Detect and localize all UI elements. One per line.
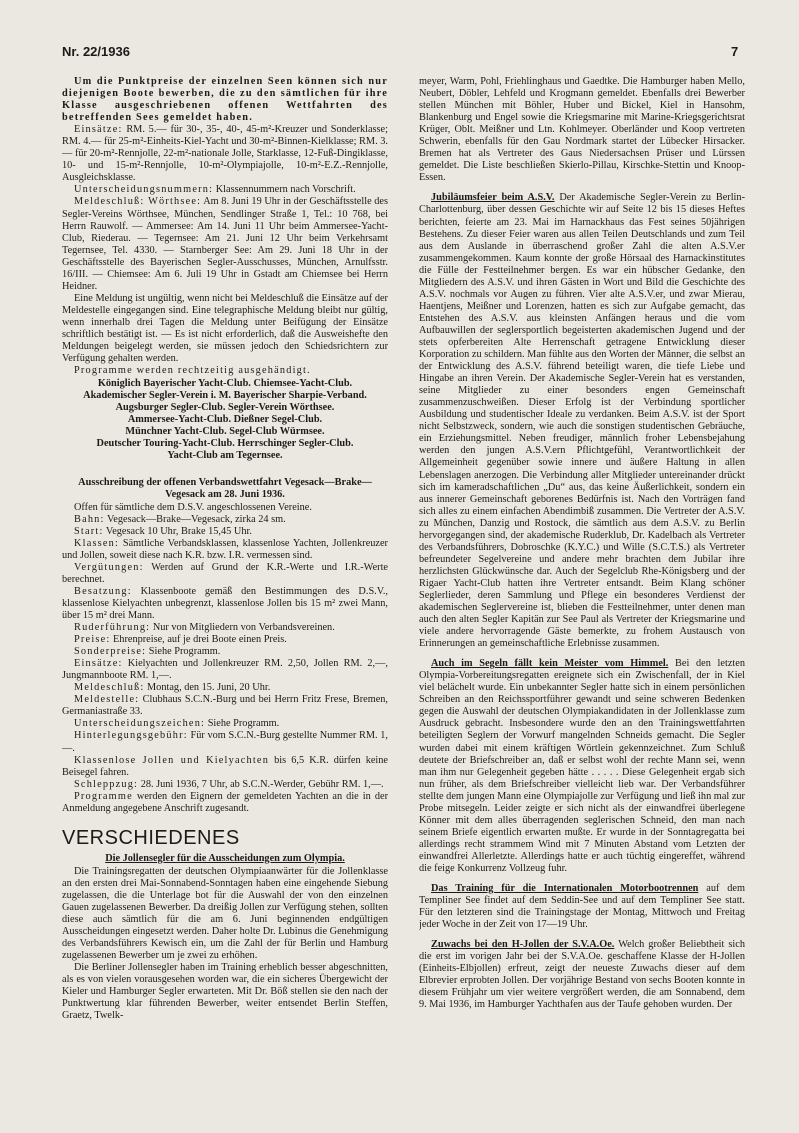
klassenlose-line: Klassenlose Jollen und Kielyachten bis 6,5 K.R. dürfen keine Beisegel fahren. xyxy=(62,754,388,778)
ruder-line: Ruderführung: Nur von Mitgliedern von Verbandsvereinen. xyxy=(74,622,335,634)
asv-article: Jubiläumsfeier beim A.S.V. Der Akademische Segler-Verein zu Berlin-Charlottenburg, über dessen Geschichte wir auf Seite 12 bis 15 dieses Heftes berichten, feierte am 23. Mai im Harnackhaus das Fest seines 50jährigen Bestehens. Zu dieser Feier waren aus allen Teilen Deutschlands und zum Teil aus dem Auslande in überraschend großer Zahl die alten A.S.V.er zusammengekommen. Kaum konnte der große Hörsaal des Harnackinstitutes die Fülle der Festteilnehmer bergen. Es war ein hübscher Gedanke, den Mitgliedern des A.S.V. und ihren Gästen in Wort und Bild die Geschichte des A.S.V. nochmals vor Augen zu führen. Vier alte A.S.V.er, und zwar Mierau, Haentjens, Meißner und Lorenzen, hatten es sich zur Aufgabe gemacht, das Entstehen des A.S.V. aus kleinsten Anfängen heraus und die vom Aufbauwillen der seglersportlich begeisterten akademischen Jugend und der stets opferbereiten Alte Herrenschaft getragene Entwicklung dieser Korporation zu schildern. Man fühlte aus den Worten der Männer, die selbst an der Entwicklung des A.S.V. führend beteiligt waren, die tiefe Liebe und Hingabe an ihren Verein. Der Akademische Segler-Verein hat es verstanden, seine Mitglieder zu einer besonders engen Gemeinschaft zusammenzuschweißen. Dieser Erfolg ist der Verbindung sportlicher Ausbildung und studentischer Ideale zu verdanken. Beim A.S.V. ist der Sport nicht Selbstzweck, sondern, wie auch die sonstigen studentischen Gebräuche, ein Erziehungsmittel. Neben freudiger, männlich froher Lebensbejahung werden den jungen A.S.V.ern Pflichtgefühl, Verantwortlichkeit der Allgemeinheit gegenüber sowie innere und äußere Haltung in allen Lebenslagen anerzogen. Die Verbindung aller Mitglieder untereinander drückt sich im kameradschaftlichen „Du“ aus, das keine Äußerlichkeit, sondern ein aus innerer Gemeinschaft geborenes Bedürfnis ist. Nach den Vorträgen fand sich alles zu einem einfachen Abendimbiß zusammen. Die Vertreter der A.S.V. zu München, Danzig und Rostock, die sämtlich aus dem A.S.V. zu Berlin hervorgegangen sind, der akademische Ruderklub, Dr. Kadelbach als Vertreter des Verbandsführers, Dobroschke (K.Y.C.) und Wille (S.C.T.S.) als Vertreter befreundeter Segelvereine und andere mehr brachten dem Jubilar ihre herzlichsten Glückwünsche dar. Auch der Segelclub Rhe-Königsberg und der Rigaer Yacht-Club hatten ihre Vertreter entsandt. Beim Klang schöner Seglerlieder, deren Sammlung und Pflege ein besonderes Verdienst der akademischen Seglervereine ist, blieben die Festteilnehmer, unter denen man auch den alten Segler Kapitän zur See Paul als Vertreter der Kriegsmarine und viele andere hervorragende Gäste bemerkte, zu frohem Austausch von Erinnerungen an gemeinschaftliche Erlebnisse zusammen. xyxy=(419,192,745,650)
club-line: Yacht-Club am Tegernsee. xyxy=(167,450,283,462)
preise-line: Preise: Ehrenpreise, auf je drei Boote einen Preis. xyxy=(74,634,287,646)
zuwachs-article: Zuwachs bei den H-Jollen der S.V.A.Oe. Welch großer Beliebtheit sich die erst im vorigen Jahr bei der S.V.A.Oe. geschaffene Klasse der H-Jollen (Einheits-Elbjollen) erfreut, zeigt der neueste Zuwachs dieser auf dem Elbrevier erprobten Jollen. Der vorjährige Bestand von sechs Booten konnte in diesem Frühjahr um vier weitere vergrößert werden, die am Sonnabend, dem 9. Mai 1936, im Hamburger Yachthafen aus der Taufe gehoben wurden. Der xyxy=(419,939,745,1011)
bahn-line: Bahn: Vegesack—Brake—Vegesack, zirka 24 sm. xyxy=(74,513,286,525)
meldung-paragraph: Eine Meldung ist ungültig, wenn nicht bei Meldeschluß die Einsätze auf der Meldestelle eingegangen sind. Eine telegraphische Meldung bleibt nur gültig, wenn innerhalb drei Tagen die Meldung unter Beifügung der Einsätze schriftlich bestätigt ist. — Es ist nicht erforderlich, daß die Ausweishefte den Meldungen beigelegt werden, sie müssen jedoch den Schiedsrichtern zur Verfügung gehalten werden. xyxy=(62,292,388,365)
jollen-paragraph-1: Die Trainingsregatten der deutschen Olympiaanwärter für die Jollenklasse an den ersten drei Mai-Sonnabend-Sonntagen haben eine eingehende Siebung zugelassen, die die Unterlage bot für die Auswahl der von den einzelnen Gauen zugelassenen Bewerber. Da dreißig Jollen zur Verfügung stehen, sollten diese auch sämtlich für die am 6. Juni beginnenden endgültigen Ausscheidungen eingesetzt werden. Daher holte Dr. Lubinus die Genehmigung des Verbandsführers Kewisch ein, um die Zahl der für Berlin und Hamburg zugelassenen Bewerber um je zwei zu erhöhen. xyxy=(62,865,388,962)
himmel-article: Auch im Segeln fällt kein Meister vom Himmel. Bei den letzten Olympia-Vorbereitungsregatten ereignete sich ein Zwischenfall, der in Kiel viel belächelt wurde. Ein unbekannter Segler hatte sich in einem persönlichen Schreiben an den Reichssportführer gewandt und seine schweren Bedenken gegen die Auswahl der deutschen Olympiakandidaten in der Jollenklasse zum Ausdruck gebracht. Insbesondere wurde den an den Trainingswettfahrten beteiligten Seglern der Vorwurf mangelnden Schneids gemacht. Die Segler wurden dabei mit einem kräftigen Wörtlein gekennzeichnet. Zum Schluß deutete der Briefschreiber an, daß er selbst wohl der rechte Mann sei, wenn man ihm nur Gelegenheit gegeben hätte . . . . . Diese Gelegenheit ergab sich nun früher, als dem Briefschreiber vielleicht lieb war. Der Verbandsführer stellte dem jungen Mann eine Olympiajolle zur Verfügung und ließ ihn mal zur Probe mitsegeln. Leider zeigte er sich nicht als der einwandfrei überlegene Könner mit dem alles überragenden seglerischen Schneid, den man nach seinem Briefe eigentlich erwarten mußte. Er wurde in der Sonntagregatta bei allerdings recht strammem Wind mit 7 Minuten Abstand vom Letzten der einwandfrei Allerletzte. Allerdings hatte er auch tüchtig eingereffet, während die feige Konkurrenz Vollzeug fuhr. xyxy=(419,658,745,874)
right-column xyxy=(419,76,745,1116)
asv-title: Jubiläumsfeier beim A.S.V. xyxy=(431,192,555,204)
club-line: Augsburger Segler-Club. Segler-Verein Wörthsee. xyxy=(115,402,335,414)
schlepp-line: Schleppzug: 28. Juni 1936, 7 Uhr, ab S.C.N.-Werder, Gebühr RM. 1,—. xyxy=(74,778,384,790)
club-list xyxy=(62,378,388,462)
offen-line: Offen für sämtliche dem D.S.V. angeschlossenen Vereine. xyxy=(74,501,312,513)
unterscheidungszeichen-line: Unterscheidungszeichen: Siehe Programm. xyxy=(74,718,280,730)
zuwachs-title: Zuwachs bei den H-Jollen der S.V.A.Oe. xyxy=(431,939,615,951)
einsaetze-paragraph: Einsätze: RM. 5.— für 30-, 35-, 40-, 45-m²-Kreuzer und Sonderklasse; RM. 4.— für 25-m²-Einheits-Kiel-Yacht und 30-m²-Binnen-Kielklasse; RM. 3.— für 20-m²-Rennjolle, 22-m²-nationale Jolle, Starklasse, 12-Fuß-Dingiklasse, 10- und 15-m²-Rennjolle, 10-m²-Olympiajolle, 10-m²-E.Z.-Rennjolle, Ausgleichsklasse. xyxy=(62,124,388,184)
page-number: 7 xyxy=(731,44,739,59)
verguetungen-line: Vergütungen: Werden auf Grund der K.R.-Werte und I.R.-Werte berechnet. xyxy=(62,561,388,585)
programme-paragraph: Programme werden rechtzeitig ausgehändigt. xyxy=(74,365,311,377)
training-article: Das Training für die Internationalen Motorbootrennen auf dem Templiner See findet auf dem Seddin-See und auf dem Templiner See statt. Für den letzteren sind die Trainingstage der Montag, Mittwoch und Freitag jeder Woche in der Zeit von 17—19 Uhr. xyxy=(419,883,745,931)
club-line: Ammersee-Yacht-Club. Dießner Segel-Club. xyxy=(127,414,323,426)
continuation-paragraph: meyer, Warm, Pohl, Friehlinghaus und Gaedtke. Die Hamburger haben Mello, Neubert, Döbler, Lehfeld und Krogmann gemeldet. Ebenfalls drei Bewerber stellen München mit Böhler, Huber und Bickel, Kiel in Hansohm, Blankenburg und Engel sowie die Kriegsmarine mit Marine-Kriegsgerichtsrat Krüger, Oblt. Meißner und Ltn. Kohlmeyer. Oberländer und Koop vertreten Schwerin, ebenfalls für den Gau Nordmark startet der Lübecker Hirsacker. Bremen hat als Vertreter des Gaus Niedersachsen Prüser und Lürssen gemeldet. Die Liste beschließen Skierlo-Pillau, Kirschke-Stettin und Knoop-Essen. xyxy=(419,76,745,184)
besatzung-line: Besatzung: Klassenboote gemäß den Bestimmungen des D.S.V., klassenlose Kielyachten unbegrenzt, klassenlose Jollen bis 15 m² zwei Mann, über 15 m² drei Mann. xyxy=(62,585,388,622)
club-line: Königlich Bayerischer Yacht-Club. Chiemsee-Yacht-Club. xyxy=(97,378,353,390)
programme2-line: Programme werden den Eignern der gemeldeten Yachten an die in der Anmeldung angegebene Anschrift zugesandt. xyxy=(62,790,388,814)
meldeschluss-paragraph: Meldeschluß: Wörthsee: Am 8. Juni 19 Uhr in der Geschäftsstelle des Segler-Vereins Wörthsee, München, Sendlinger Straße 1, Tel.: 10 768, bei Herrn Rauwolf. — Ammersee: Am 14. Juni 11 Uhr beim Ammersee-Yacht-Club, Riederau. — Tegernsee: Am 21. Juni 12 Uhr beim Verkehrsamt Tegernsee, Tel. 4330. — Starnberger See: Am 29. Juni 18 Uhr in der Geschäftsstelle des Bayerischen Segler-Ausschusses, München, Arnulfsstr. 16/III. — Chiemsee: Am 6. Juli 19 Uhr in Gstadt am Chiemsee bei Herrn Heidner. xyxy=(62,196,388,292)
section-heading: VERSCHIEDENES xyxy=(62,826,240,849)
intro-paragraph: Um die Punktpreise der einzelnen Seen können sich nur diejenigen Boote bewerben, die zu den sämtlichen für ihre Klasse ausgeschriebenen offenen Wettfahrten des betreffenden Sees gemeldet haben. xyxy=(62,76,388,124)
klassen-line: Klassen: Sämtliche Verbandsklassen, klassenlose Yachten, Jollenkreuzer und Jollen, soweit diese nach K.R. bzw. I.R. vermessen sind. xyxy=(62,537,388,561)
einsaetze2-line: Einsätze: Kielyachten und Jollenkreuzer RM. 2,50, Jollen RM. 2,—, Jungmannboote RM. 1,—. xyxy=(62,658,388,682)
page-header xyxy=(0,44,799,64)
ausschreibung-title: Ausschreibung der offenen Verbandswettfahrt Vegesack—Brake—Vegesack am 28. Juni 1936. xyxy=(78,476,372,500)
sonderpreise-line: Sonderpreise: Siehe Programm. xyxy=(74,646,221,658)
meldestelle-line: Meldestelle: Clubhaus S.C.N.-Burg und bei Herrn Fritz Frese, Bremen, Germaniastraße 33. xyxy=(62,694,388,718)
training-title: Das Training für die Internationalen Motorbootrennen xyxy=(431,883,699,895)
jollen-title: Die Jollensegler für die Ausscheidungen zum Olympia. xyxy=(105,852,345,864)
hinterlegung-line: Hinterlegungsgebühr: Für vom S.C.N.-Burg gestellte Nummer RM. 1,—. xyxy=(62,730,388,754)
unterscheidung-paragraph: Unterscheidungsnummern: Klassennummern nach Vorschrift. xyxy=(74,184,356,196)
club-line: Deutscher Touring-Yacht-Club. Herrschinger Segler-Club. xyxy=(96,438,354,450)
club-line: Münchner Yacht-Club. Segel-Club Würmsee. xyxy=(125,426,325,438)
issue-number: Nr. 22/1936 xyxy=(62,44,130,59)
himmel-title: Auch im Segeln fällt kein Meister vom Himmel. xyxy=(431,658,669,670)
jollen-paragraph-2: Die Berliner Jollensegler haben im Training erheblich besser abgeschnitten, als es von vielen vorausgesehen worden war, die ein sicheres Übergewicht der Kieler und Hamburger Segler erwarteten. Mit Dr. Böß stellen sie den nach der Punktwertung klar führenden Bewerber, weiter entsendet Berlin Steffen, Graetz, Twelk- xyxy=(62,962,388,1022)
start-line: Start: Vegesack 10 Uhr, Brake 15,45 Uhr. xyxy=(74,525,252,537)
meldeschluss2-line: Meldeschluß: Montag, den 15. Juni, 20 Uhr. xyxy=(74,682,271,694)
club-line: Akademischer Segler-Verein i. M. Bayerischer Sharpie-Verband. xyxy=(83,390,367,402)
left-column xyxy=(62,76,388,1116)
